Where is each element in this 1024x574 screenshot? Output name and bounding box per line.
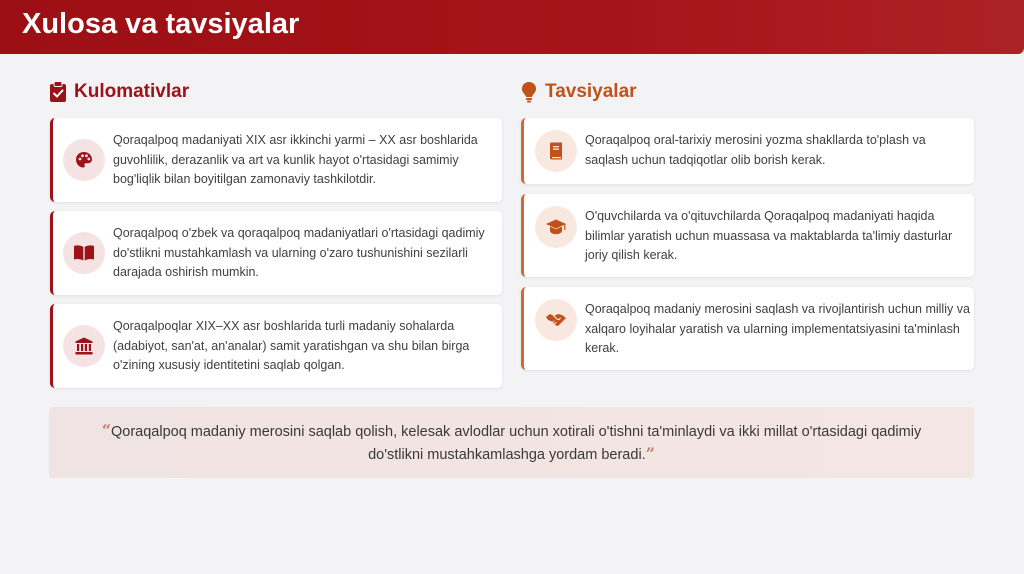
recommendation-text-3: Qoraqalpoq madaniy merosini saqlash va rivojlantirish uchun milliy va xalqaro loyihalar yaratish va ularning implementatsiyasini ta'minlash kerak. [585,302,970,355]
header-bar [0,0,1024,54]
palette-icon [63,139,105,181]
recommendations-heading [520,81,637,103]
recommendation-card-3 [521,287,974,370]
conclusions-title: Kulomativlar [74,81,190,102]
open-quote-mark: “ [101,420,111,440]
quote-text: Qoraqalpoq madaniy merosini saqlab qolish, kelesak avlodlar uchun xotirali o'tishni ta'minlaydi va ikki millat o'rtasidagi qadimiy do'stlikni mustahkamlashga yordam beradi. [110,423,922,463]
conclusion-card-2 [50,211,502,295]
recommendation-text-2: O'quvchilarda va o'qituvchilarda Qoraqalpoq madaniyati haqida bilimlar yaratish uchun muassasa va maktablarda ta'limiy dasturlar joriy qilish kerak. [585,209,953,262]
conclusion-text-1: Qoraqalpoq madaniyati XIX asr ikkinchi yarmi – XX asr boshlarida guvohlilik, derazanlik va art va kunlik hayot o'rtasidagi samimiy bog'liqlik bilan boyitilgan zamonaviy tashkilotdir. [113,133,478,186]
open-book-icon [63,232,105,274]
handshake-icon [535,299,577,341]
book-icon [535,130,577,172]
recommendation-card-2 [521,194,974,277]
page-title: Xulosa va tavsiyalar [22,8,300,40]
clipboard-check-icon [49,81,67,103]
recommendations-title: Tavsiyalar [545,81,637,102]
lightbulb-icon [520,81,538,103]
graduation-cap-icon [535,206,577,248]
close-quote-mark: ” [645,443,655,463]
recommendation-text-1: Qoraqalpoq oral-tarixiy merosini yozma shakllarda to'plash va saqlash uchun tadqiqotlar olib borish kerak. [585,133,926,167]
conclusion-text-2: Qoraqalpoq o'zbek va qoraqalpoq madaniyatlari o'rtasidagi qadimiy do'stlikni mustahkamlash va ularning o'zaro tushunishini sezilarli darajada oshirish mumkin. [113,226,485,279]
conclusions-heading [49,81,189,103]
conclusion-card-3 [50,304,502,388]
conclusion-card-1 [50,118,502,202]
quote-banner [49,407,974,478]
recommendation-card-1 [521,118,974,184]
quote-text-block [89,420,934,466]
landmark-icon [63,325,105,367]
conclusion-text-3: Qoraqalpoqlar XIX–XX asr boshlarida turli madaniy sohalarda (adabiyot, san'at, an'analar) samit yaratishgan va shu bilan birga o'zining xususiy identitetini saqlab qolgan. [113,319,470,372]
